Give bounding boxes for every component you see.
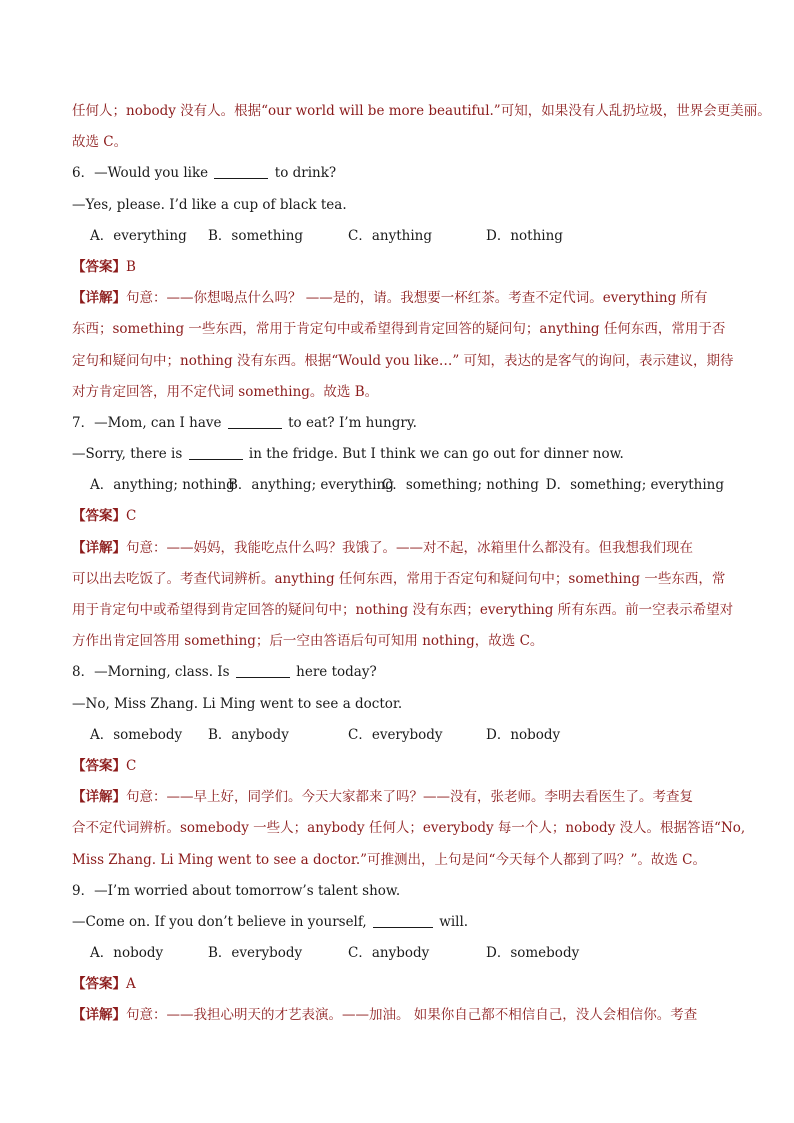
q7-answer	[72, 501, 724, 532]
q8-option-d: D．nobody	[486, 726, 561, 743]
q9-explain-line-1	[72, 1000, 724, 1031]
q6-reply: —Yes, please. I’d like a cup of black tea.	[72, 196, 347, 213]
q6-option-a: A．everything	[90, 227, 187, 244]
q6-explain-text-1: 句意：——你想喝点什么吗？ ——是的，请。我想要一杯红茶。考查不定代词。everything 所有	[126, 290, 708, 307]
q6-explain-line-3: 定句和疑问句中；nothing 没有东西。根据“Would you like…” 可知，表达的是客气的询问，表示建议，期待	[72, 352, 734, 369]
q8-stem	[72, 657, 724, 688]
q6-option-c: C．anything	[348, 227, 432, 244]
q6-explain-line-1	[72, 283, 724, 314]
q8-options	[72, 720, 724, 751]
q6-answer-tag: 【答案】	[72, 258, 126, 275]
q9-stem: 9．—I’m worried about tomorrow’s talent show.	[72, 882, 401, 899]
q8-answer	[72, 751, 724, 782]
q9-explain-tag: 【详解】	[72, 1007, 126, 1024]
q9-option-b: B．everybody	[208, 945, 303, 962]
q7-option-a: A．anything; nothing	[90, 477, 235, 494]
q7-option-c: C．something; nothing	[382, 477, 539, 494]
q8-option-a: A．somebody	[90, 726, 183, 743]
q6-answer-value: B	[126, 258, 136, 275]
q7-blank-2	[189, 445, 243, 460]
q8-stem-before: 8．—Morning, class. Is	[72, 664, 230, 681]
q7-explain-line-3: 用于肯定句中或希望得到肯定回答的疑问句中；nothing 没有东西；everything 所有东西。前一空表示希望对	[72, 602, 734, 618]
q8-option-b: B．anybody	[208, 726, 289, 743]
q8-explain-line-3: Miss Zhang. Li Ming went to see a doctor.”可推测出，上句是问“今天每个人都到了吗？”。故选 C。	[72, 851, 706, 868]
q8-reply: —No, Miss Zhang. Li Ming went to see a doctor.	[72, 695, 403, 712]
q7-option-b: B．anything; everything	[228, 477, 394, 494]
q6-options	[72, 221, 724, 252]
q7-explain-text-1: 句意：——妈妈，我能吃点什么吗？我饿了。——对不起，冰箱里什么都没有。但我想我们现在	[126, 539, 693, 556]
q7-stem-after: to eat? I’m hungry.	[288, 414, 417, 431]
q7-explain-line-2: 可以出去吃饭了。考查代词辨析。anything 任何东西，常用于否定句和疑问句中；something 一些东西，常	[72, 570, 726, 587]
q6-explain-line-4: 对方肯定回答，用不定代词 something。故选 B。	[72, 383, 379, 400]
q8-explain-line-1	[72, 782, 724, 813]
q7-explain-line-4: 方作出肯定回答用 something；后一空由答语后句可知用 nothing，故选 C。	[72, 633, 544, 650]
q7-reply-before: —Sorry, there is	[72, 446, 183, 463]
q8-answer-value: C	[126, 757, 137, 774]
q6-stem-before: 6．—Would you like	[72, 165, 209, 182]
page-content	[72, 96, 771, 1032]
q6-stem	[72, 158, 724, 189]
q9-option-c: C．anybody	[348, 945, 430, 962]
q7-reply-after: in the fridge. But I think we can go out for dinner now.	[248, 446, 624, 463]
q6-answer	[72, 252, 724, 283]
q5-explain-line-2: 故选 C。	[72, 134, 128, 151]
q7-answer-tag: 【答案】	[72, 508, 126, 525]
q9-answer-value: A	[126, 976, 136, 993]
q9-blank	[373, 913, 433, 928]
q8-explain-line-2: 合不定代词辨析。somebody 一些人；anybody 任何人；everybody 每一个人；nobody 没人。根据答语“No,	[72, 820, 746, 837]
q9-option-d: D．somebody	[486, 945, 580, 962]
q9-reply	[72, 907, 724, 938]
q9-answer-tag: 【答案】	[72, 976, 126, 993]
q5-explain-line-1: 任何人；nobody 没有人。根据“our world will be more beautiful.”可知，如果没有人乱扔垃圾，世界会更美丽。	[72, 103, 771, 119]
q7-option-d: D．something; everything	[545, 477, 724, 494]
q8-option-c: C．everybody	[348, 726, 443, 743]
q7-explain-tag: 【详解】	[72, 539, 126, 556]
q8-answer-tag: 【答案】	[72, 757, 126, 774]
q8-explain-text-1: 句意：——早上好，同学们。今天大家都来了吗？——没有，张老师。李明去看医生了。考查复	[126, 789, 693, 806]
q6-blank	[214, 164, 268, 179]
q9-option-a: A．nobody	[90, 945, 164, 962]
q7-reply	[72, 439, 724, 470]
q8-stem-after: here today?	[296, 664, 377, 681]
q6-option-b: B．something	[208, 227, 304, 244]
q8-blank	[236, 663, 290, 678]
q9-explain-text-1: 句意：——我担心明天的才艺表演。——加油。 如果你自己都不相信自己，没人会相信你。考查	[126, 1007, 698, 1024]
q7-answer-value: C	[126, 508, 137, 525]
q6-explain-line-2: 东西；something 一些东西，常用于肯定句中或希望得到肯定回答的疑问句；anything 任何东西，常用于否	[72, 321, 726, 338]
q9-options	[72, 938, 724, 969]
q9-reply-after: will.	[439, 913, 469, 930]
q7-stem-before: 7．—Mom, can I have	[72, 414, 222, 431]
q7-stem	[72, 408, 724, 439]
q7-blank-1	[228, 414, 282, 429]
q6-explain-tag: 【详解】	[72, 290, 126, 307]
q6-stem-after: to drink?	[274, 165, 337, 182]
q7-explain-line-1	[72, 533, 724, 564]
q6-option-d: D．nothing	[486, 227, 563, 244]
q7-options	[72, 470, 724, 501]
q9-reply-before: —Come on. If you don’t believe in yourself,	[72, 913, 367, 930]
q8-explain-tag: 【详解】	[72, 789, 126, 806]
q9-answer	[72, 969, 724, 1000]
